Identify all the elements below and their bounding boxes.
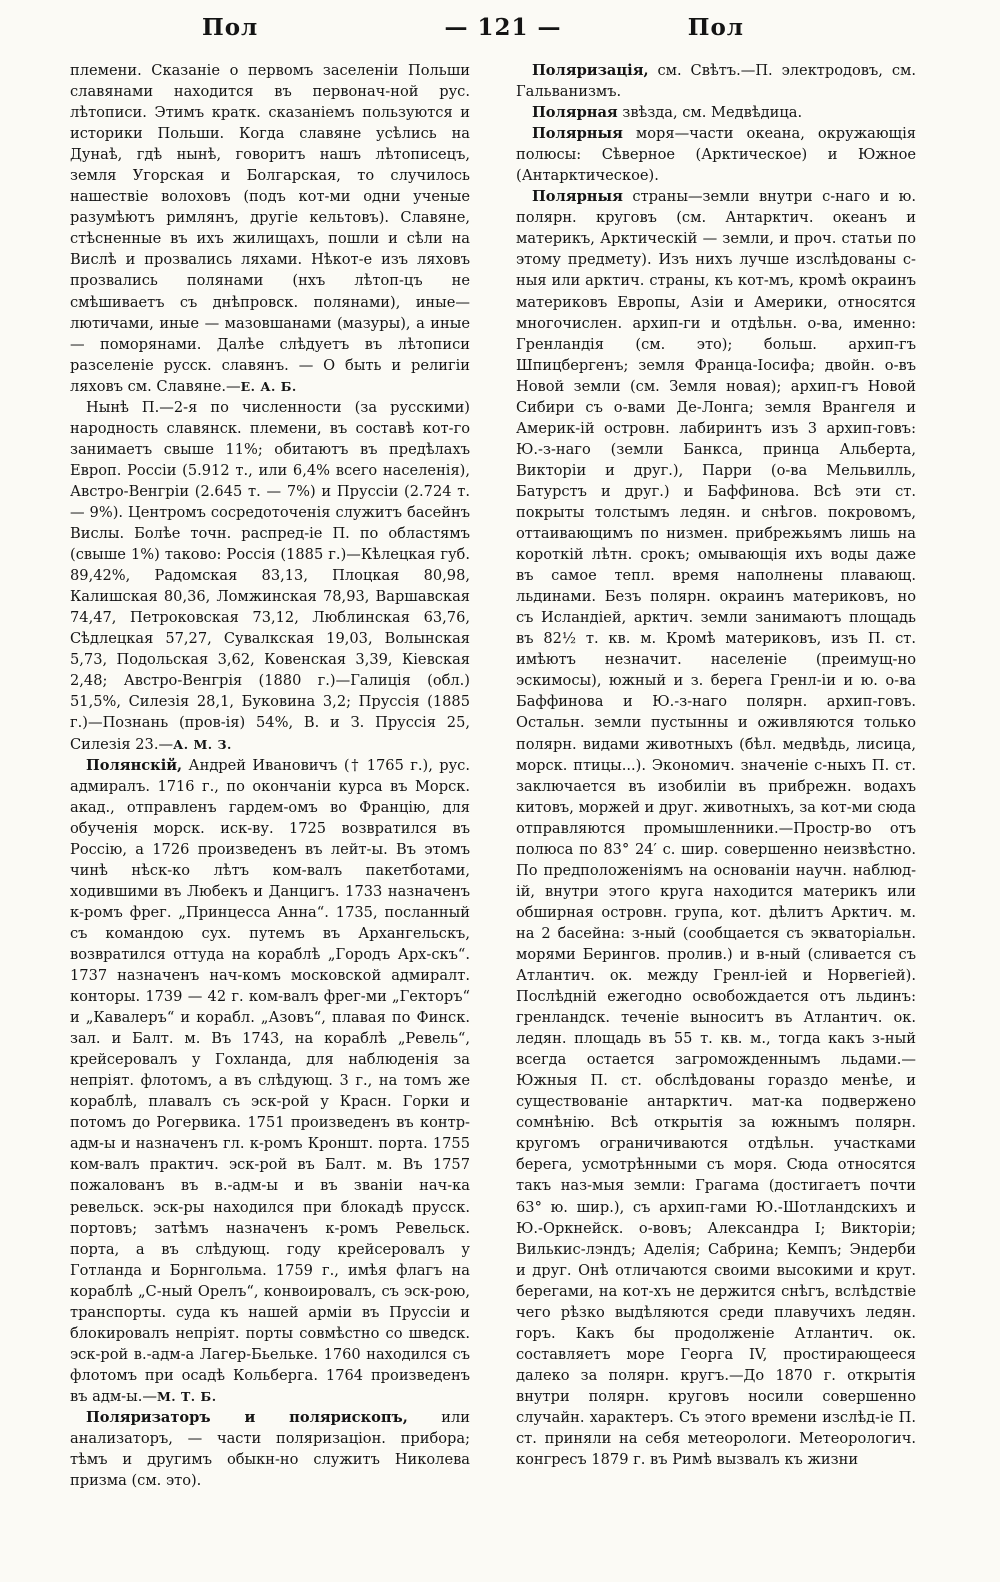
- headword: Поляризація,: [532, 62, 649, 79]
- entry-text: племени. Сказаніе о первомъ заселеніи Польши славянами находится въ первонач-ной рус. лѣтописи. Этимъ кратк. сказаніемъ пользуются и историки Польши. Когда славяне усѣлись на Дунаѣ, гдѣ нынѣ, говоритъ нашъ лѣтописецъ, земля Угорская и Болгарская, то случилось нашествіе волоховъ (подъ кот-ми одни ученые разумѣютъ римлянъ, другіе кельтовъ). Славяне, стѣсненные въ ихъ жилищахъ, пошли и сѣли на Вислѣ и прозвались ляхами. Нѣкот-е изъ ляховъ прозвались полянами (нхъ лѣтоп-цъ не смѣшиваетъ съ днѣпровск. полянами), иные—лютичами, иные — мазовшанами (мазуры), а иные — поморянами. Далѣе слѣдуетъ въ лѣтописи разселеніе русск. славянъ. — О быть и религіи ляховъ см. Славяне.—: [70, 62, 470, 395]
- entry-text: Андрей Ивановичъ († 1765 г.), рус. адмиралъ. 1716 г., по окончаніи курса въ Морск. акад., отправленъ гардем-омъ во Францію, для обученія морск. иск-ву. 1725 возвратился въ Россію, а 1726 произведенъ въ лейт-ы. Въ этомъ чинѣ нѣск-ко лѣтъ ком-валъ пакетботами, ходившими въ Любекъ и Данцигъ. 1733 назначенъ к-ромъ фрег. „Принцесса Анна“. 1735, посланный съ командою сух. путемъ въ Архангельскъ, возвратился оттуда на кораблѣ „Городъ Арх-скъ“. 1737 назначенъ нач-комъ московской адмиралт. конторы. 1739 — 42 г. ком-валъ фрег-ми „Гекторъ“ и „Кавалеръ“ и корабл. „Азовъ“, плавая по Финск. зал. и Балт. м. Въ 1743, на кораблѣ „Ревель“, крейсеровалъ у Гохланда, для наблюденія за непріят. флотомъ, а въ слѣдующ. 3 г., на томъ же кораблѣ, плавалъ съ эск-рой у Красн. Горки и потомъ до Рогервика. 1751 произведенъ въ контр-адм-ы и назначенъ гл. к-ромъ Кроншт. порта. 1755 ком-валъ практич. эск-рой въ Балт. м. Въ 1757 пожалованъ въ в.-адм-ы и въ званіи нач-ка ревельск. эск-ры находился при блокадѣ прусск. портовъ; затѣмъ назначенъ к-ромъ Ревельск. порта, а въ слѣдующ. году крейсеровалъ у Готланда и Борнгольма. 1759 г., имѣя флагъ на кораблѣ „С-ный Орелъ“, конвоировалъ, съ эск-рою, транспорты. суда къ нашей арміи въ Пруссіи и блокировалъ непріят. порты совмѣстно со шведск. эск-рой в.-адм-а Лагер-Бьельке. 1760 находился съ флотомъ при осадѣ Кольберга. 1764 произведенъ въ адм-ы.—: [70, 756, 470, 1405]
- headword: Полянскій,: [86, 756, 183, 774]
- entry-text: или анализаторъ, — части поляризаціон. прибора; тѣмъ и другимъ обыкн-но служитъ Николева призма (см. это).: [70, 1409, 470, 1490]
- running-head-right: Пол: [687, 14, 744, 41]
- headword: Поляризаторъ и полярископъ,: [86, 1409, 408, 1426]
- running-head: [72, 14, 934, 50]
- entry-polyarnye-strany: [516, 186, 916, 1470]
- entry-polyarnaya-zvezda: [516, 102, 916, 123]
- entry-paragraph: [70, 397, 470, 755]
- entry-text: звѣзда, см. Медвѣдица.: [617, 104, 803, 122]
- headword: Полярная: [532, 104, 618, 122]
- left-column: [70, 60, 470, 1491]
- entry-paragraph: [70, 60, 470, 397]
- headword: Полярныя: [532, 125, 623, 143]
- right-column: [516, 60, 916, 1470]
- page-number: — 121 —: [444, 14, 562, 41]
- entry-text: моря—части океана, окружающія полюсы: Сѣверное (Арктическое) и Южное (Антарктическое).: [516, 125, 916, 185]
- running-head-left: Пол: [202, 14, 259, 41]
- author-signature: Е. А. Б.: [240, 378, 297, 394]
- entry-text: Нынѣ П.—2-я по численности (за русскими) народность славянск. племени, въ составѣ кот-го занимаетъ свыше 11%; обитаютъ въ предѣлахъ Европ. Россіи (5.912 т., или 6,4% всего населенія), Австро-Венгріи (2.645 т. — 7%) и Пруссіи (2.724 т. — 9%). Центромъ сосредоточенія служитъ басейнъ Вислы. Болѣе точн. распред-іе П. по областямъ (свыше 1%) таково: Россія (1885 г.)—Кѣлецкая губ. 89,42%, Радомская 83,13, Плоцкая 80,98, Калишская 80,36, Ломжинская 78,93, Варшавская 74,47, Петроковская 73,12, Люблинская 63,76, Сѣдлецкая 57,27, Сувалкская 19,03, Волынская 5,73, Подольская 3,62, Ковенская 3,39, Кіевская 2,48; Австро-Венгрія (1880 г.)—Галиція (обл.) 51,5%, Силезія 28,1, Буковина 3,2; Пруссія (1885 г.)—Познань (пров-ія) 54%, В. и З. Пруссія 25, Силезія 23.—: [70, 398, 470, 753]
- entry-polyarizator: [70, 1407, 470, 1491]
- entry-text: см. Свѣтъ.—П. электродовъ, см. Гальванизмъ.: [516, 62, 916, 101]
- headword: Полярныя: [532, 188, 623, 206]
- entry-polyarnye-morya: [516, 123, 916, 186]
- entry-text: страны—земли внутри с-наго и ю. полярн. круговъ (см. Антарктич. океанъ и материкъ, Арктическій — земли, и проч. статьи по этому предмету). Изъ нихъ лучше изслѣдованы с-ныя или арктич. страны, къ кот-мъ, кромѣ окраинъ материковъ Европы, Азіи и Америки, относятся многочислен. архип-ги и отдѣльн. о-ва, именно: Гренландія (см. это); больш. архип-гъ Шпицбергенъ; земля Франца-Іосифа; двойн. о-въ Новой земли (см. Земля новая); архип-гъ Новой Сибири съ о-вами Де-Лонга; земля Врангеля и Америк-ій островн. лабиринтъ изъ 3 архип-говъ: Ю.-з-наго (земли Банкса, принца Альберта, Викторіи и друг.), Парри (о-ва Мельвилль, Батурстъ и друг.) и Баффинова. Всѣ эти ст. покрыты толстымъ ледян. и снѣгов. покровомъ, оттаивающимъ по низмен. прибрежьямъ лишь на короткій лѣтн. срокъ; омывающія ихъ воды даже въ самое тепл. время наполнены плавающ. льдинами. Безъ полярн. окраинъ материковъ, но съ Исландіей, арктич. земли занимаютъ площадь въ 82½ т. кв. м. Кромѣ материковъ, изъ П. ст. имѣютъ незначит. населеніе (преимущ-но эскимосы), южный и з. берега Гренл-іи и ю. о-ва Баффинова и Ю.-з-наго полярн. архип-говъ. Остальн. земли пустынны и оживляются только полярн. видами животныхъ (бѣл. медвѣдь, лисица, морск. птицы...). Экономич. значеніе с-ныхъ П. ст. заключается въ изобиліи въ прибрежн. водахъ китовъ, моржей и друг. животныхъ, за кот-ми сюда отправляются промышленники.—Простр-во отъ полюса по 83° 24′ с. шир. совершенно неизвѣстно. По предположеніямъ на основаніи научн. наблюд-ій, внутри этого круга находится материкъ или обширная островн. група, кот. дѣлитъ Арктич. м. на 2 басейна: з-ный (сообщается съ экваторіальн. морями Берингов. пролив.) и в-ный (сливается съ Атлантич. ок. между Гренл-іей и Норвегіей). Послѣдній ежегодно освобождается отъ льдинъ: гренландск. теченіе выноситъ въ Атлантич. ок. ледян. площадь въ 55 т. кв. м., тогда какъ з-ный всегда остается загроможденнымъ льдами.—Южныя П. ст. обслѣдованы гораздо менѣе, и существованіе антарктич. мат-ка подвержено сомнѣнію. Всѣ открытія за южнымъ полярн. кругомъ ограничиваются отдѣльн. участками берега, усмотрѣнными съ моря. Сюда относятся такъ наз-мыя земли: Грагама (достигаетъ почти 63° ю. шир.), съ архип-гами Ю.-Шотландскихъ и Ю.-Оркнейск. о-вовъ; Александра I; Викторіи; Вилькис-лэндъ; Аделія; Сабрина; Кемпъ; Эндерби и друг. Онѣ отличаются своими высокими и крут. берегами, на кот-хъ не держится снѣгъ, вслѣдствіе чего рѣзко выдѣляются среди плавучихъ ледян. горъ. Какъ бы продолженіе Атлантич. ок. составляетъ море Георга IV, простирающееся далеко за полярн. кругъ.—До 1870 г. открытія внутри полярн. круговъ носили совершенно случайн. характеръ. Съ этого времени изслѣд-іе П. ст. приняли на себя метеорологи. Метеорологич. конгресъ 1879 г. въ Римѣ вызвалъ къ жизни: [516, 188, 916, 1469]
- author-signature: М. Т. Б.: [156, 1388, 217, 1404]
- entry-polyanskiy: [70, 755, 470, 1407]
- author-signature: А. М. З.: [173, 736, 232, 752]
- entry-polyarizatsiya: [516, 60, 916, 102]
